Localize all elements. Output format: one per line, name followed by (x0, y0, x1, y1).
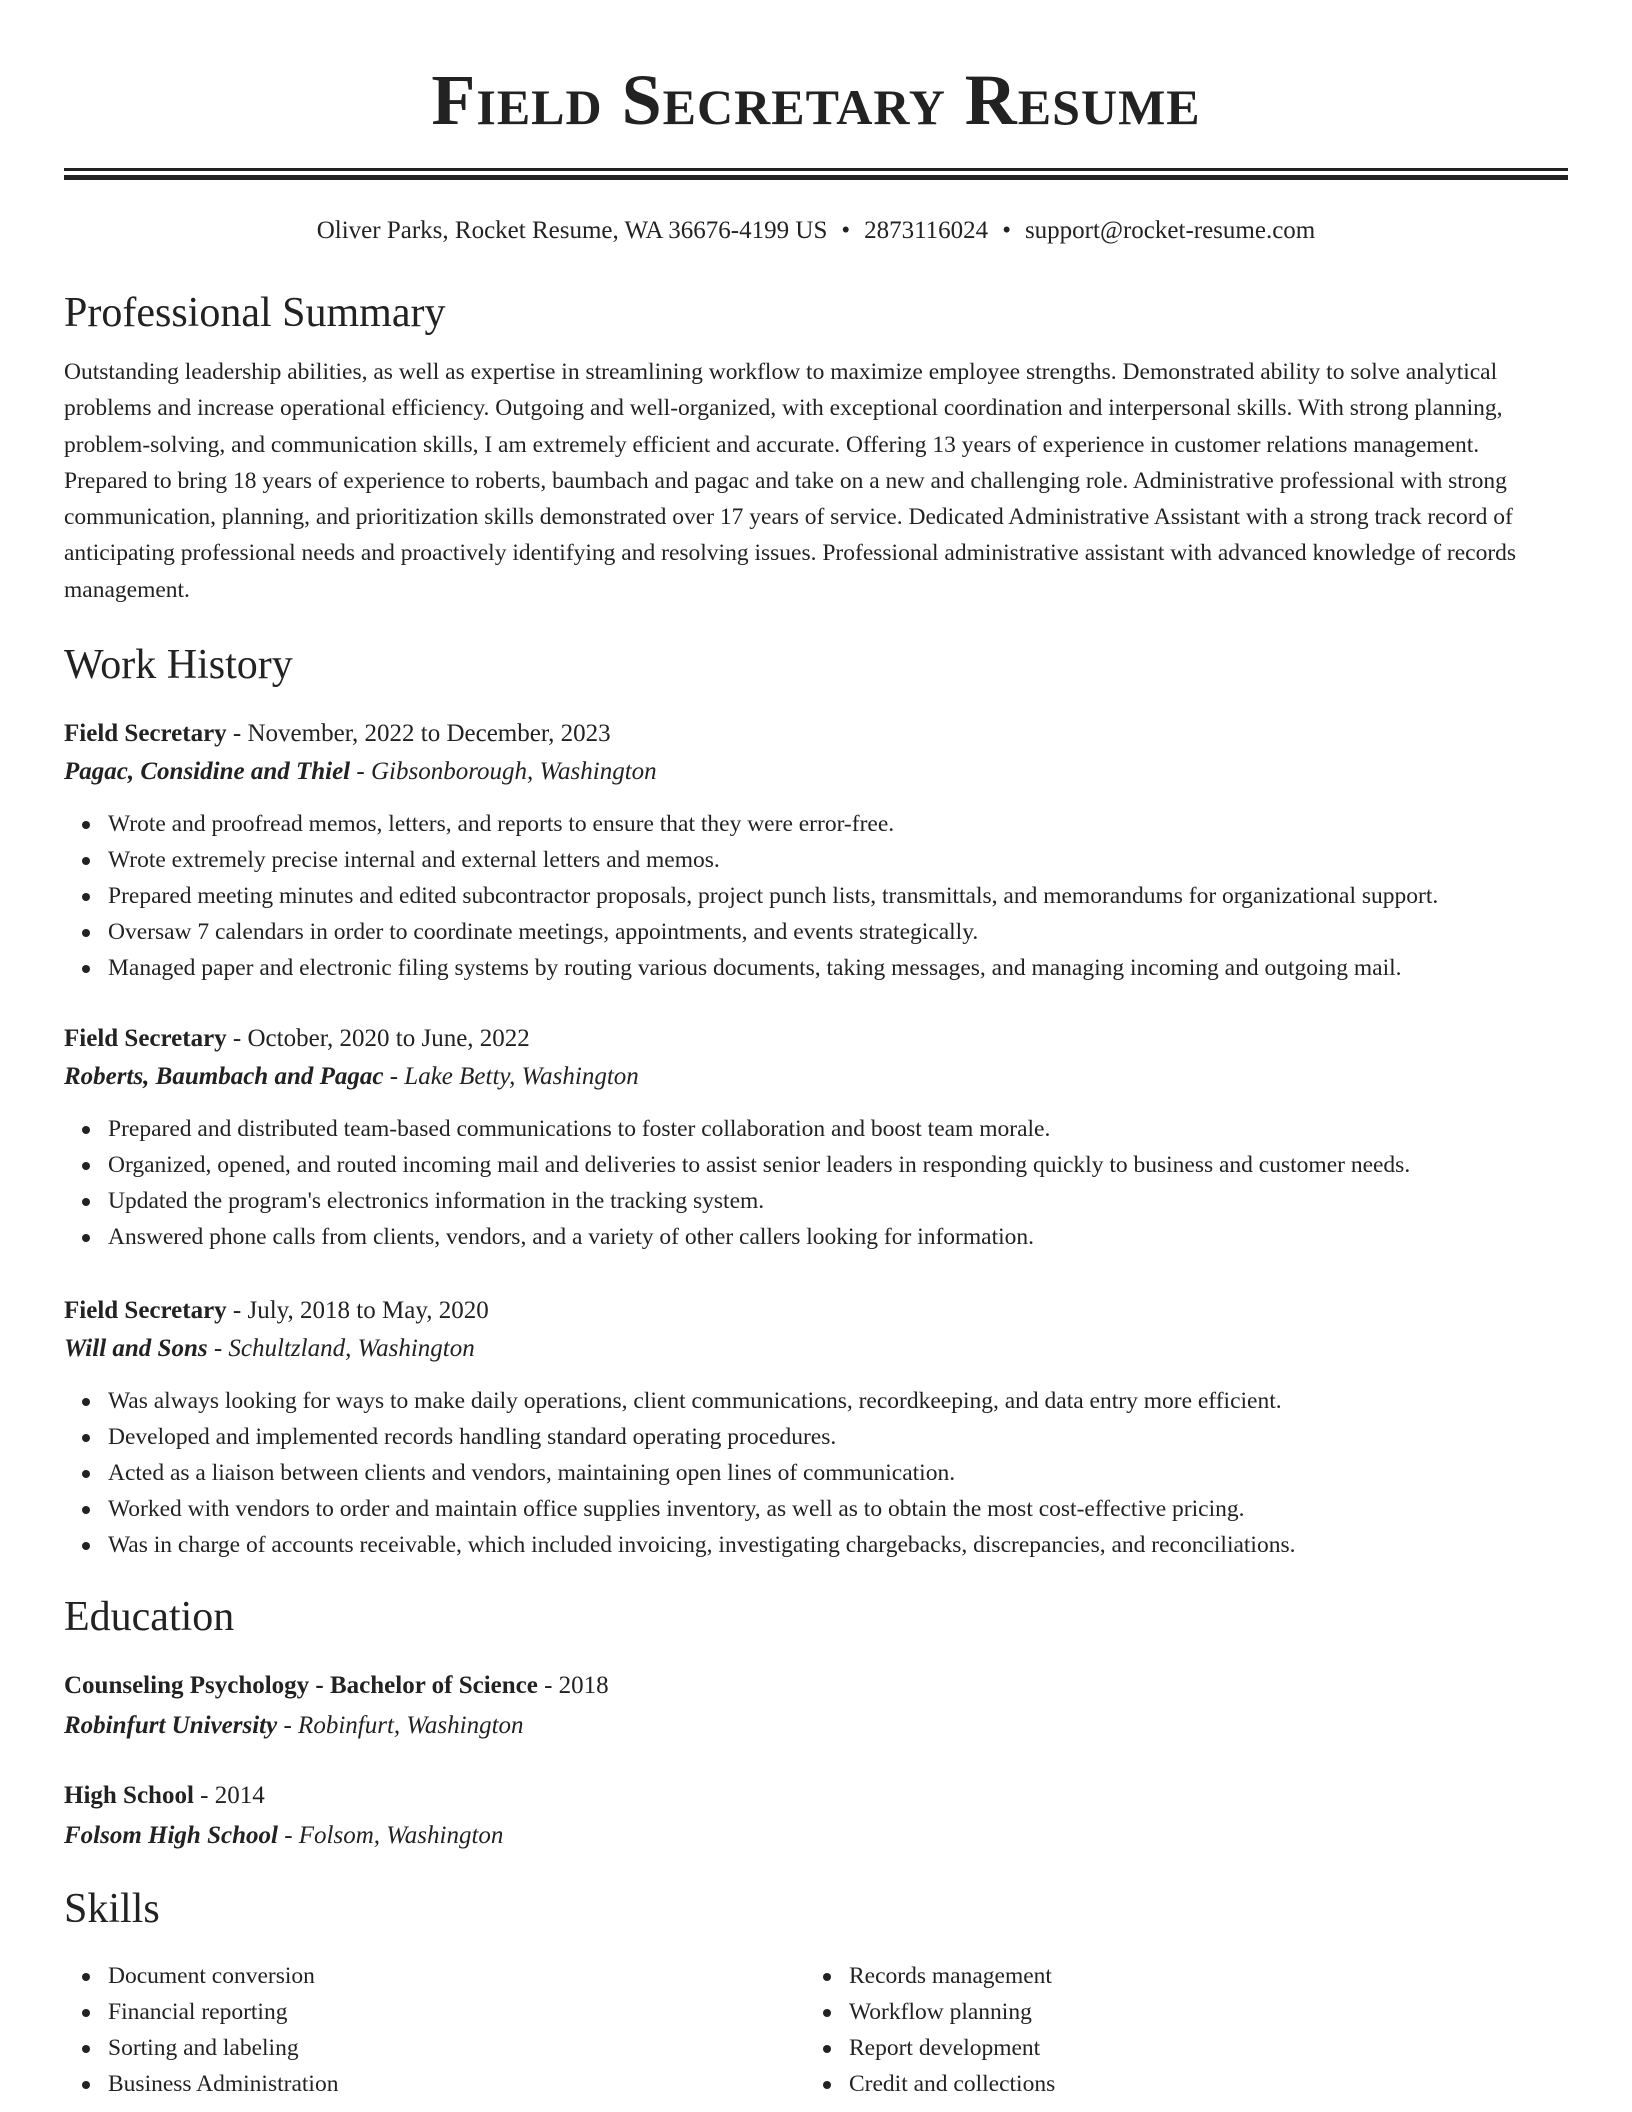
education-degree: High School (64, 1782, 194, 1809)
job-location: - Gibsonborough, Washington (350, 758, 657, 785)
work-history-heading: Work History (64, 642, 293, 688)
list-item: Wrote extremely precise internal and external letters and memos. (108, 842, 1568, 878)
work-history-section (64, 640, 1568, 690)
education-school-line (64, 1708, 1568, 1744)
list-item: Business Administration (108, 2066, 764, 2102)
skills-heading: Skills (64, 1886, 160, 1932)
list-item: Sorting and labeling (108, 2030, 764, 2066)
contact-address: Oliver Parks, Rocket Resume, WA 36676-4199 US (316, 217, 828, 244)
job-title: Field Secretary (64, 720, 227, 747)
contact-line (64, 214, 1568, 248)
job-location: - Lake Betty, Washington (383, 1063, 639, 1090)
list-item: Wrote and proofread memos, letters, and reports to ensure that they were error-free. (108, 806, 1568, 842)
list-item: Organized, opened, and routed incoming mail and deliveries to assist senior leaders in responding quickly to business and customer needs. (108, 1147, 1568, 1183)
contact-separator: • (1002, 217, 1011, 244)
job-company-line (64, 1331, 1568, 1367)
education-degree: Counseling Psychology - Bachelor of Science (64, 1672, 538, 1699)
list-item: Developed and implemented records handling standard operating procedures. (108, 1419, 1568, 1455)
list-item: Updated the program's electronics information in the tracking system. (108, 1183, 1568, 1219)
list-item: Credit and collections (849, 2066, 1505, 2102)
job-location: - Schultzland, Washington (207, 1335, 475, 1362)
education-entry (64, 1668, 1568, 1744)
title-divider-thin (64, 168, 1568, 171)
education-school-line (64, 1818, 1568, 1854)
job-entry (64, 1021, 1568, 1255)
list-item: Prepared and distributed team-based communications to foster collaboration and boost team morale. (108, 1111, 1568, 1147)
education-degree-line (64, 1668, 1568, 1704)
list-item: Was always looking for ways to make daily operations, client communications, recordkeeping, and data entry more efficient. (108, 1383, 1568, 1419)
list-item: Answered phone calls from clients, vendors, and a variety of other callers looking for information. (108, 1219, 1568, 1255)
skills-list (805, 1958, 1505, 2102)
summary-text: Outstanding leadership abilities, as well as expertise in streamlining workflow to maximize employee strengths. Demonstrated ability to solve analytical problems and increase operational efficiency. Outgoing and well-organized, with exceptional coordination and interpersonal skills. With strong planning, problem-solving, and communication skills, I am extremely efficient and accurate. Offering 13 years of experience in customer relations management. Prepared to bring 18 years of experience to roberts, baumbach and pagac and take on a new and challenging role. Administrative professional with strong communication, planning, and prioritization skills demonstrated over 17 years of service. Dedicated Administrative Assistant with a strong track record of anticipating professional needs and proactively identifying and resolving issues. Professional administrative assistant with advanced knowledge of records management. (64, 359, 1517, 603)
job-title-line (64, 716, 1568, 752)
list-item: Was in charge of accounts receivable, which included invoicing, investigating chargebacks, discrepancies, and reconciliations. (108, 1527, 1568, 1563)
contact-phone: 2873116024 (864, 217, 989, 244)
job-dates: - November, 2022 to December, 2023 (226, 720, 611, 747)
job-title-line (64, 1021, 1568, 1057)
job-duties-list (64, 1111, 1568, 1255)
job-dates: - July, 2018 to May, 2020 (226, 1297, 489, 1324)
list-item: Document conversion (108, 1958, 764, 1994)
skills-column-right (805, 1958, 1505, 2102)
list-item: Worked with vendors to order and maintain office supplies inventory, as well as to obtain the most cost-effective pricing. (108, 1491, 1568, 1527)
job-company: Pagac, Considine and Thiel (64, 758, 351, 785)
job-duties-list (64, 1383, 1568, 1563)
job-entry (64, 716, 1568, 986)
list-item: Prepared meeting minutes and edited subcontractor proposals, project punch lists, transmittals, and memorandums for organizational support. (108, 878, 1568, 914)
education-school: Robinfurt University (64, 1712, 278, 1739)
job-duties-list (64, 806, 1568, 986)
education-location: - Robinfurt, Washington (277, 1712, 524, 1739)
job-company-line (64, 1059, 1568, 1095)
list-item: Managed paper and electronic filing systems by routing various documents, taking messages, and managing incoming and outgoing mail. (108, 950, 1568, 986)
summary-section (64, 288, 1568, 608)
contact-separator: • (841, 217, 851, 244)
skills-column-left (64, 1958, 764, 2102)
summary-heading: Professional Summary (64, 290, 446, 336)
education-location: - Folsom, Washington (277, 1822, 504, 1849)
job-title: Field Secretary (64, 1297, 227, 1324)
education-year: - 2014 (193, 1782, 265, 1809)
job-dates: - October, 2020 to June, 2022 (226, 1025, 530, 1052)
education-section (64, 1592, 1568, 1642)
title-divider-thick (64, 175, 1568, 180)
job-title-line (64, 1293, 1568, 1329)
education-heading: Education (64, 1594, 235, 1640)
list-item: Records management (849, 1958, 1505, 1994)
job-company-line (64, 754, 1568, 790)
job-title: Field Secretary (64, 1025, 227, 1052)
job-entry (64, 1293, 1568, 1563)
education-school: Folsom High School (64, 1822, 278, 1849)
education-degree-line (64, 1778, 1568, 1814)
skills-section (64, 1884, 1568, 1934)
job-company: Will and Sons (64, 1335, 208, 1362)
list-item: Oversaw 7 calendars in order to coordinate meetings, appointments, and events strategically. (108, 914, 1568, 950)
resume-title: Field Secretary Resume (431, 60, 1201, 140)
skills-list (64, 1958, 764, 2102)
list-item: Financial reporting (108, 1994, 764, 2030)
contact-email: support@rocket-resume.com (1024, 217, 1316, 244)
education-entry (64, 1778, 1568, 1854)
job-company: Roberts, Baumbach and Pagac (64, 1063, 384, 1090)
list-item: Acted as a liaison between clients and vendors, maintaining open lines of communication. (108, 1455, 1568, 1491)
list-item: Workflow planning (849, 1994, 1505, 2030)
education-year: - 2018 (537, 1672, 609, 1699)
list-item: Report development (849, 2030, 1505, 2066)
